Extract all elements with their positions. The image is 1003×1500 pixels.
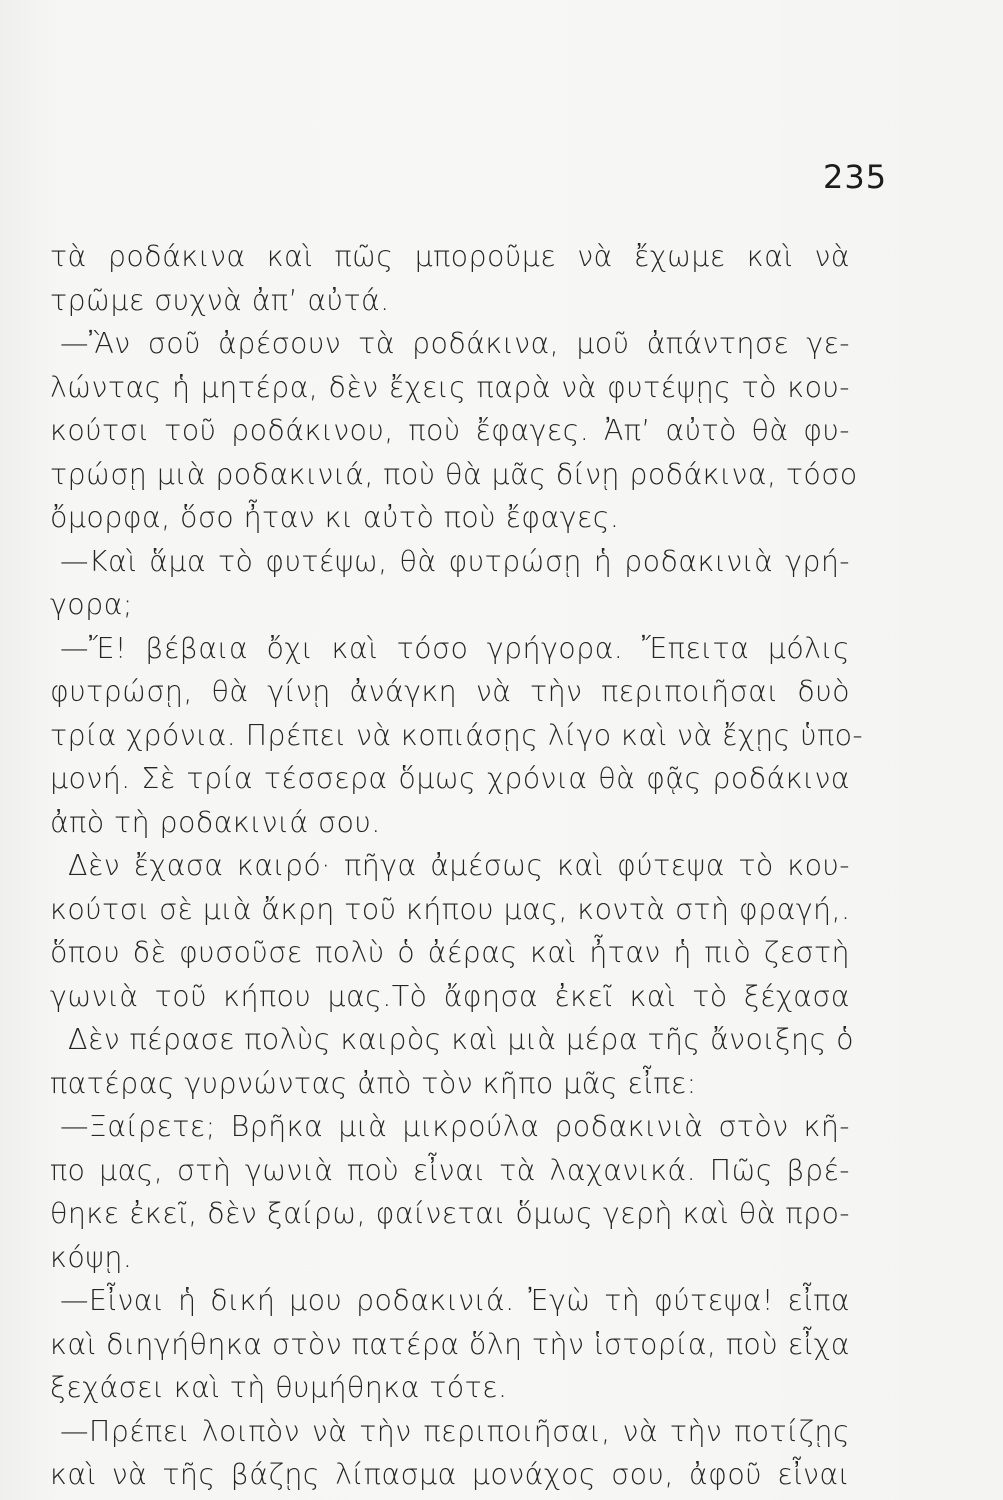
text-line: καὶ διηγήθηκα στὸν πατέρα ὅλη τὴν ἱστορία, ποὺ εἶχα	[50, 1327, 850, 1361]
text-line: —Ἔ! βέβαια ὄχι καὶ τόσο γρήγορα. Ἔπειτα μόλις	[60, 631, 850, 665]
text-line: τρῶμε συχνὰ ἀπ’ αὐτά.	[50, 283, 390, 317]
text-line: κόψῃ.	[50, 1240, 133, 1274]
text-line: τρώσῃ μιὰ ροδακινιά, ποὺ θὰ μᾶς δίνῃ ροδάκινα, τόσο	[50, 457, 858, 491]
page-number: 235	[823, 158, 888, 196]
text-line: ἀπὸ τὴ ροδακινιά σου.	[50, 805, 381, 839]
text-line: τρία χρόνια. Πρέπει νὰ κοπιάσῃς λίγο καὶ νὰ ἔχῃς ὑπο-	[50, 718, 864, 752]
text-line: πατέρας γυρνώντας ἀπὸ τὸν κῆπο μᾶς εἶπε:	[50, 1066, 697, 1100]
text-line: γωνιὰ τοῦ κήπου μας.Τὸ ἄφησα ἐκεῖ καὶ τὸ ξέχασα	[50, 979, 850, 1013]
text-line: —Πρέπει λοιπὸν νὰ τὴν περιποιῆσαι, νὰ τὴν ποτίζῃς	[60, 1414, 850, 1448]
text-line: —Καὶ ἅμα τὸ φυτέψω, θὰ φυτρώσῃ ἡ ροδακινιὰ γρή-	[60, 544, 850, 578]
text-line: μονή. Σὲ τρία τέσσερα ὅμως χρόνια θὰ φᾷς ροδάκινα	[50, 762, 850, 795]
text-line: Δὲν ἔχασα καιρό· πῆγα ἀμέσως καὶ φύτεψα τὸ κου-	[68, 849, 850, 882]
text-line: —Εἶναι ἡ δική μου ροδακινιά. Ἐγὼ τὴ φύτεψα! εἶπα	[60, 1284, 850, 1317]
text-line: —Ξαίρετε; Βρῆκα μιὰ μικρούλα ροδακινιὰ στὸν κῆ-	[60, 1110, 850, 1143]
text-line: πο μας, στὴ γωνιὰ ποὺ εἶναι τὰ λαχανικά. Πῶς βρέ-	[50, 1153, 850, 1187]
text-line: τὰ ροδάκινα καὶ πῶς μποροῦμε νὰ ἔχωμε καὶ νὰ	[50, 240, 850, 273]
text-line: Δὲν πέρασε πολὺς καιρὸς καὶ μιὰ μέρα τῆς ἄνοιξης ὁ	[68, 1023, 854, 1056]
text-line: —Ἂν σοῦ ἀρέσουν τὰ ροδάκινα, μοῦ ἀπάντησε γε-	[60, 327, 850, 360]
text-line: λώντας ἡ μητέρα, δὲν ἔχεις παρὰ νὰ φυτέψῃς τὸ κου-	[50, 370, 850, 404]
text-line: καὶ νὰ τῆς βάζῃς λίπασμα μονάχος σου, ἀφοῦ εἶναι	[50, 1458, 850, 1491]
text-line: φυτρώσῃ, θὰ γίνῃ ἀνάγκη νὰ τὴν περιποιῆσαι δυὸ	[50, 675, 850, 708]
body-text	[50, 235, 864, 1497]
text-line: γορα;	[50, 588, 133, 621]
text-line: ὄμορφα, ὅσο ἦταν κι αὐτὸ ποὺ ἔφαγες.	[50, 501, 620, 534]
text-line: ὅπου δὲ φυσοῦσε πολὺ ὁ ἀέρας καὶ ἦταν ἡ πιὸ ζεστὴ	[50, 936, 850, 969]
text-line: θηκε ἐκεῖ, δὲν ξαίρω, φαίνεται ὅμως γερὴ καὶ θὰ προ-	[50, 1197, 850, 1230]
text-line: κούτσι σὲ μιὰ ἄκρη τοῦ κήπου μας, κοντὰ στὴ φραγή,.	[50, 892, 851, 926]
text-line: κούτσι τοῦ ροδάκινου, ποὺ ἔφαγες. Ἀπ’ αὐτὸ θὰ φυ-	[50, 414, 850, 447]
text-line: ξεχάσει καὶ τὴ θυμήθηκα τότε.	[50, 1371, 508, 1404]
